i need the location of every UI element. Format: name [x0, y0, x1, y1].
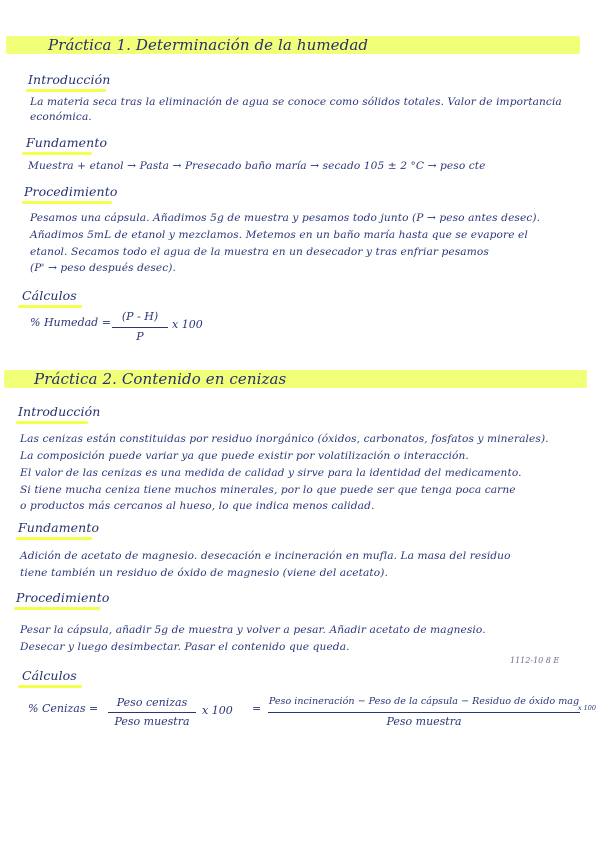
- p2-formula-lhs: % Cenizas =: [28, 702, 99, 715]
- p2-introduccion-heading: Introducción: [18, 404, 101, 419]
- p2-fundamento-heading: Fundamento: [18, 520, 100, 535]
- p2-formula-tail: x 100: [578, 704, 596, 712]
- p1-formula-lhs: % Humedad =: [30, 316, 111, 329]
- p1-introduccion-line: económica.: [30, 111, 92, 123]
- p1-procedimiento-line: Añadimos 5mL de etanol y mezclamos. Metemos en un baño maría hasta que se evapore el: [30, 229, 528, 241]
- p2-fundamento-line: Adición de acetato de magnesio. desecación e incineración en mufla. La masa del residuo: [20, 550, 511, 562]
- heading-underline: [14, 607, 100, 610]
- p2-formula-mult: x 100: [202, 704, 233, 717]
- p2-fundamento-line: tiene también un residuo de óxido de magnesio (viene del acetato).: [20, 567, 388, 579]
- practica1-title: Práctica 1. Determinación de la humedad: [48, 36, 369, 54]
- practica2-title: Práctica 2. Contenido en cenizas: [34, 370, 287, 388]
- p2-introduccion-line: o productos más cercanos al hueso, lo que indica menos calidad.: [20, 500, 375, 512]
- p2-introduccion-line: Si tiene mucha ceniza tiene muchos minerales, por lo que puede ser que tenga poca carne: [20, 484, 516, 496]
- p1-introduccion-heading: Introducción: [28, 72, 111, 87]
- p2-introduccion-line: La composición puede variar ya que puede existir por volatilización o interacción.: [20, 450, 469, 462]
- p1-procedimiento-heading: Procedimiento: [24, 184, 118, 199]
- heading-underline: [16, 537, 92, 540]
- heading-underline: [26, 89, 106, 92]
- heading-underline: [18, 685, 82, 688]
- p2-procedimiento-line: Pesar la cápsula, añadir 5g de muestra y volver a pesar. Añadir acetato de magnesio.: [20, 624, 486, 636]
- p2-formula-numerator-text: Peso incineración − Peso de la cápsula − Residuo de óxido mag: [268, 696, 580, 707]
- p1-fundamento-text: Muestra + etanol → Pasta → Presecado baño maría → secado 105 ± 2 °C → peso cte: [28, 160, 486, 172]
- p2-formula-denominator-expanded: Peso muestra: [386, 715, 462, 728]
- p2-formula-equals: =: [252, 702, 262, 715]
- p1-calculos-heading: Cálculos: [22, 288, 77, 303]
- heading-underline: [18, 305, 82, 308]
- p1-formula-mult: x 100: [172, 318, 203, 331]
- p2-procedimiento-line: Desecar y luego desimbectar. Pasar el contenido que queda.: [20, 641, 350, 653]
- p2-calculos-heading: Cálculos: [22, 668, 77, 683]
- p2-formula-numerator: Peso cenizas: [116, 696, 188, 709]
- fraction-bar: [112, 327, 168, 328]
- heading-underline: [22, 152, 92, 155]
- p1-procedimiento-line: (P' → peso después desec).: [30, 262, 176, 274]
- p2-introduccion-line: Las cenizas están constituidas por residuo inorgánico (óxidos, carbonatos, fosfatos y minerales).: [20, 433, 549, 445]
- p1-introduccion-line: La materia seca tras la eliminación de agua se conoce como sólidos totales. Valor de importancia: [30, 96, 562, 108]
- p2-formula-numerator-expanded: [268, 696, 580, 707]
- heading-underline: [22, 201, 112, 204]
- fraction-bar: [268, 712, 580, 713]
- p1-formula-denominator: P: [136, 330, 144, 343]
- p1-fundamento-heading: Fundamento: [26, 135, 108, 150]
- p2-margin-note: 1112-10 8 E: [510, 656, 560, 665]
- fraction-bar: [108, 712, 196, 713]
- p2-introduccion-line: El valor de las cenizas es una medida de calidad y sirve para la identidad del medicamento.: [20, 467, 522, 479]
- p2-procedimiento-heading: Procedimiento: [16, 590, 110, 605]
- p1-formula-numerator: (P - H): [121, 310, 159, 323]
- p1-procedimiento-line: Pesamos una cápsula. Añadimos 5g de muestra y pesamos todo junto (P → peso antes desec).: [30, 212, 541, 224]
- p1-procedimiento-line: etanol. Secamos todo el agua de la muestra en un desecador y tras enfriar pesamos: [30, 246, 489, 258]
- p2-formula-denominator: Peso muestra: [114, 715, 190, 728]
- heading-underline: [16, 421, 88, 424]
